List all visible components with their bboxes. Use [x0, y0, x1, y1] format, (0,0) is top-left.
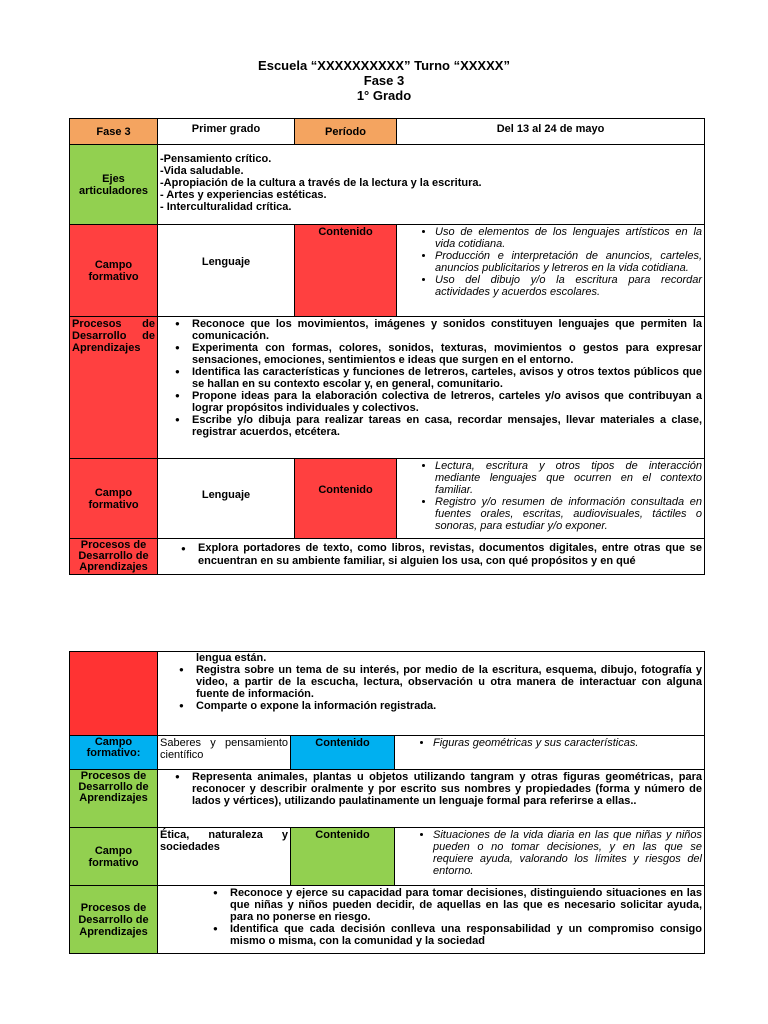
periodo-value: Del 13 al 24 de mayo [397, 119, 705, 145]
contenido-item: • Uso del dibujo y/o la escritura para recordar actividades y acuerdos escolares. [435, 274, 702, 298]
pda-item: ● Comparte o expone la información registrada. [196, 700, 702, 712]
pda-list [158, 886, 705, 954]
pda-list [158, 770, 705, 828]
ejes-list [158, 145, 705, 225]
eje-item: - Artes y experiencias estéticas. [160, 189, 327, 201]
contenido-list [395, 828, 705, 886]
contenido-item: • Situaciones de la vida diaria en las que niñas y niños pueden o no tomar decisiones, y en las que se requiere ayuda, valorando los límites y riesgos del entorno. [433, 829, 702, 877]
planning-table-page2 [69, 651, 705, 954]
ejes-label: Ejes articuladores [70, 145, 158, 225]
campo-label: Campo formativo: [70, 736, 158, 770]
fase-line: Fase 3 [363, 73, 405, 88]
contenido-list [395, 736, 705, 770]
campo-value: Ética, naturaleza y sociedades [158, 828, 291, 886]
grado-value: Primer grado [158, 119, 295, 145]
pda-label: Procesos de Desarrollo de Aprendizajes [70, 539, 158, 575]
contenido-item: • Lectura, escritura y otros tipos de interacción mediante lenguajes que ocurren en el contexto familiar. [435, 460, 702, 496]
contenido-list [397, 225, 705, 317]
periodo-label: Período [295, 119, 397, 145]
pda-continuation: lengua están. [196, 652, 267, 664]
contenido-label: Contenido [291, 736, 395, 770]
pda-label: Procesos de Desarrollo de Aprendizajes [70, 886, 158, 954]
campo-value: Saberes y pensamiento científico [158, 736, 291, 770]
contenido-item: • Registro y/o resumen de información consultada en fuentes orales, escritas, audiovisuales, táctiles o sonoras, para estudiar y/o exponer. [435, 496, 702, 532]
pda-item: ● Propone ideas para la elaboración colectiva de letreros, carteles y/o avisos que contribuyan a lograr propósitos individuales y colectivos. [192, 390, 702, 414]
pda-list [158, 539, 705, 575]
contenido-label: Contenido [295, 225, 397, 317]
school-line: Escuela “XXXXXXXXXX” Turno “XXXXX” [258, 58, 510, 73]
planning-table-page1 [69, 118, 705, 575]
pda-label: Procesos de Desarrollo de Aprendizajes [70, 770, 158, 828]
contenido-item: • Figuras geométricas y sus características. [433, 737, 702, 749]
contenido-item: • Producción e interpretación de anuncios, carteles, anuncios publicitarios y letreros en la vida cotidiana. [435, 250, 702, 274]
pda-item: ● Identifica las características y funciones de letreros, carteles, avisos y otros textos públicos que se hallan en su contexto escolar y, en general, comunitario. [192, 366, 702, 390]
contenido-label: Contenido [295, 459, 397, 539]
pda-item: ● Reconoce y ejerce su capacidad para tomar decisiones, distinguiendo situaciones en las que niñas y niños pueden decidir, de aquellas en las que es necesario solicitar ayuda, para no ponerse en riesgo. [230, 887, 702, 923]
pda-list [158, 317, 705, 459]
campo-label: Campo formativo [70, 828, 158, 886]
eje-item: -Apropiación de la cultura a través de la lectura y la escritura. [160, 177, 482, 189]
grado-line: 1° Grado [356, 88, 412, 103]
eje-item: - Interculturalidad crítica. [160, 201, 292, 213]
contenido-item: • Uso de elementos de los lenguajes artísticos en la vida cotidiana. [435, 226, 702, 250]
pda-item: ● Identifica que cada decisión conlleva una responsabilidad y un compromiso consigo mismo o misma, con la comunidad y la sociedad [230, 923, 702, 947]
continued-color-cell [70, 652, 158, 736]
campo-value: Lenguaje [158, 225, 295, 317]
contenido-list [397, 459, 705, 539]
campo-label: Campo formativo [70, 225, 158, 317]
eje-item: -Pensamiento crítico. [160, 153, 272, 165]
campo-value: Lenguaje [158, 459, 295, 539]
document-header [0, 58, 768, 103]
pda-list-continued [158, 652, 705, 736]
pda-item: ● Representa animales, plantas u objetos utilizando tangram y otras figuras geométricas, para reconocer y describir oralmente y por escrito sus nombres y propiedades (forma y número de lados y vértices), utilizando paulatinamente un lenguaje formal para referirse a ellas.. [192, 771, 702, 807]
pda-item: ● Explora portadores de texto, como libros, revistas, documentos digitales, entre otras que se encuentran en su ambiente familiar, si alguien los usa, con qué propósitos y en qué [198, 542, 702, 568]
pda-item: ● Reconoce que los movimientos, imágenes y sonidos constituyen lenguajes que permiten la comunicación. [192, 318, 702, 342]
pda-item: ● Escribe y/o dibuja para realizar tareas en casa, recordar mensajes, llevar materiales a clase, registrar acuerdos, etcétera. [192, 414, 702, 438]
contenido-label: Contenido [291, 828, 395, 886]
pda-item: ● Experimenta con formas, colores, sonidos, texturas, movimientos o gestos para expresar sensaciones, emociones, sentimientos e ideas que surgen en el entorno. [192, 342, 702, 366]
fase-label: Fase 3 [70, 119, 158, 145]
campo-label: Campo formativo [70, 459, 158, 539]
pda-label: Procesos de Desarrollo de Aprendizajes [70, 317, 158, 459]
eje-item: -Vida saludable. [160, 165, 244, 177]
pda-item: ● Registra sobre un tema de su interés, por medio de la escritura, esquema, dibujo, fotografía y video, a partir de la escucha, lectura, observación u otra manera de interactuar con alguna fuente de información. [196, 664, 702, 700]
